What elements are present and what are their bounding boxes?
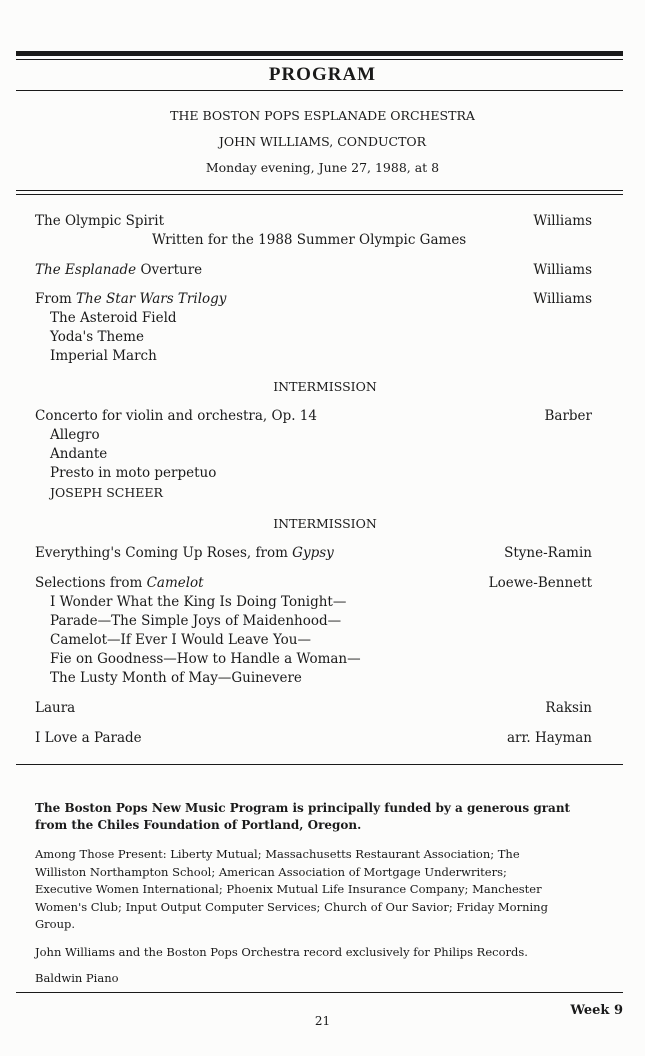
piece-olympic-note: Written for the 1988 Summer Olympic Games xyxy=(152,232,467,248)
piece-starwars-composer: Williams xyxy=(533,291,592,307)
movement-item: Imperial March xyxy=(50,348,157,364)
piece-esplanade-composer: Williams xyxy=(533,262,592,278)
funding-line: The Boston Pops New Music Program is principally funded by a generous grant xyxy=(35,801,571,815)
top-thick-rule xyxy=(16,51,623,56)
piece-starwars-title: From The Star Wars Trilogy xyxy=(35,291,227,307)
movement-item: Yoda's Theme xyxy=(50,329,144,345)
page-number: 21 xyxy=(314,1014,331,1028)
piece-laura-title: Laura xyxy=(35,700,76,716)
piece-parade-composer: arr. Hayman xyxy=(506,730,592,746)
medley-line: Fie on Goodness—How to Handle a Woman— xyxy=(50,651,361,667)
movement-item: Presto in moto perpetuo xyxy=(50,465,217,481)
soloist-name: JOSEPH SCHEER xyxy=(50,485,163,500)
intermission-label: INTERMISSION xyxy=(273,379,377,394)
medley-line: I Wonder What the King Is Doing Tonight— xyxy=(50,594,347,610)
movement-item: Andante xyxy=(50,446,108,462)
philips-note: John Williams and the Boston Pops Orchestra record exclusively for Philips Records. xyxy=(35,945,528,959)
header-rule-1 xyxy=(16,190,623,191)
piece-roses-composer: Styne-Ramin xyxy=(504,545,592,561)
sponsor-line: Executive Women International; Phoenix Mutual Life Insurance Company; Manchester xyxy=(35,882,542,896)
medley-line: Parade—The Simple Joys of Maidenhood— xyxy=(50,613,342,629)
top-thin-rule xyxy=(16,59,623,60)
piece-parade-title: I Love a Parade xyxy=(35,730,142,746)
piece-roses-title: Everything's Coming Up Roses, from Gypsy xyxy=(35,545,334,561)
page-title: PROGRAM xyxy=(268,64,377,85)
funding-note xyxy=(35,800,610,834)
conductor-name: JOHN WILLIAMS, CONDUCTOR xyxy=(218,134,427,149)
piece-camelot-composer: Loewe-Bennett xyxy=(488,575,592,591)
piece-esplanade-title: The Esplanade Overture xyxy=(35,262,203,278)
piece-concerto-composer: Barber xyxy=(544,408,592,424)
medley-line: Camelot—If Ever I Would Leave You— xyxy=(50,632,312,648)
piece-olympic-composer: Williams xyxy=(533,213,592,229)
program-bottom-rule xyxy=(16,764,623,765)
piano-note: Baldwin Piano xyxy=(35,971,119,985)
orchestra-name: THE BOSTON POPS ESPLANADE ORCHESTRA xyxy=(170,108,475,123)
movement-item: Allegro xyxy=(50,427,100,443)
piece-laura-composer: Raksin xyxy=(545,700,592,716)
piece-camelot-title: Selections from Camelot xyxy=(35,575,204,591)
intermission-label: INTERMISSION xyxy=(273,516,377,531)
piece-olympic-title: The Olympic Spirit xyxy=(35,213,165,229)
sponsor-line: Group. xyxy=(35,917,76,931)
sponsor-line: Women's Club; Input Output Computer Services; Church of Our Savior; Friday Morning xyxy=(35,899,548,914)
week-label: Week 9 xyxy=(570,1003,623,1018)
sponsors-list xyxy=(35,846,610,934)
title-underline xyxy=(16,90,623,91)
medley-line: The Lusty Month of May—Guinevere xyxy=(50,670,302,686)
footer-rule xyxy=(16,992,623,993)
funding-line: from the Chiles Foundation of Portland, Oregon. xyxy=(35,818,362,832)
piece-concerto-title: Concerto for violin and orchestra, Op. 14 xyxy=(35,408,317,424)
movement-item: The Asteroid Field xyxy=(50,310,177,326)
header-rule-2 xyxy=(16,194,623,195)
sponsor-line: Williston Northampton School; American Association of Mortgage Underwriters; xyxy=(35,864,507,879)
sponsor-line: Among Those Present: Liberty Mutual; Massachusetts Restaurant Association; The xyxy=(35,847,520,861)
concert-date: Monday evening, June 27, 1988, at 8 xyxy=(205,160,440,175)
